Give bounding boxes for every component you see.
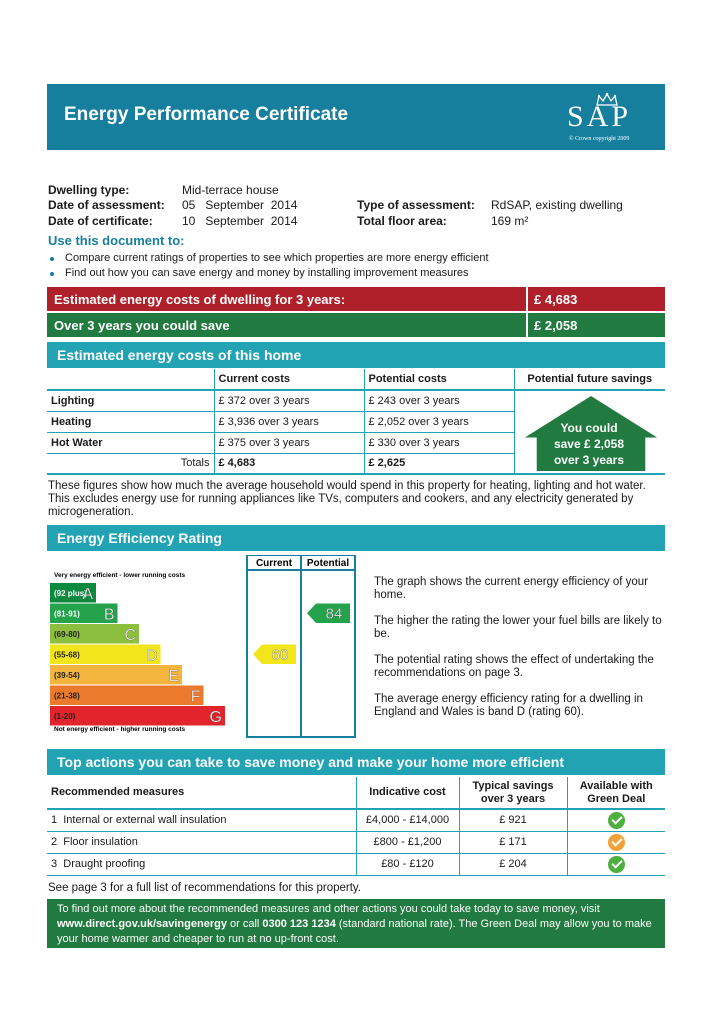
current-cost: £ 3,936 over 3 years: [214, 411, 364, 432]
actions-table: [47, 777, 665, 876]
date-assessment-label: Date of assessment:: [48, 198, 165, 212]
savings-line: over 3 years: [553, 453, 625, 467]
header-cost: Indicative cost: [356, 777, 459, 809]
rating-band-b: [50, 604, 118, 624]
divider: [526, 287, 528, 311]
rating-band-a: [50, 583, 96, 603]
totals-potential: £ 2,625: [364, 453, 514, 474]
band-range: (55-68): [54, 650, 80, 660]
table-header-row: [47, 369, 665, 390]
totals-label: Totals: [47, 453, 214, 474]
header-green-deal: Available with Green Deal: [567, 777, 665, 809]
check-icon: [608, 812, 625, 829]
rating-paragraph: The potential rating shows the effect of undertaking the recommendations on page 3.: [374, 654, 654, 679]
logo-letters: SAP: [567, 100, 632, 133]
header-potential-costs: Potential costs: [364, 369, 514, 390]
list-item: Find out how you can save energy and money by installing improvement measures: [48, 267, 489, 280]
row-label: Hot Water: [47, 432, 214, 453]
type-assessment-value: RdSAP, existing dwelling: [491, 198, 623, 212]
measure-name: Floor insulation: [63, 836, 138, 848]
list-item: Compare current ratings of properties to see which properties are more energy efficient: [48, 252, 489, 265]
header-future-savings: Potential future savings: [514, 369, 665, 390]
check-icon: [608, 834, 625, 851]
dwelling-type-label: Dwelling type:: [48, 183, 130, 197]
footer-text: or call: [226, 918, 263, 930]
footer-text: To find out more about the recommended measures and other actions you could take today to save money, visit: [57, 903, 600, 915]
pointer-value: 60: [271, 646, 289, 664]
divider: [526, 313, 528, 337]
dwelling-type-value: Mid-terrace house: [182, 183, 279, 197]
measure-name: Draught proofing: [63, 858, 146, 870]
rating-band-g: [50, 706, 225, 726]
table-header-row: [47, 777, 665, 809]
table-row: [47, 831, 665, 853]
rating-paragraph: The graph shows the current energy efficiency of your home.: [374, 576, 649, 601]
savings-arrow-text: [514, 420, 664, 468]
section-title: Energy Efficiency Rating: [57, 530, 222, 546]
current-cost: £ 372 over 3 years: [214, 390, 364, 411]
savings-value: £ 2,058: [534, 318, 578, 333]
band-range: (1-20): [54, 712, 76, 721]
date-certificate-value: 10 September 2014: [182, 214, 298, 228]
measure-number: 3: [51, 858, 58, 870]
header-banner: [47, 84, 665, 150]
estimated-cost-label: Estimated energy costs of dwelling for 3 years:: [54, 292, 346, 307]
estimated-cost-bar: [47, 287, 665, 311]
savings-label: Over 3 years you could save: [54, 318, 230, 333]
indicative-cost: £80 - £120: [356, 853, 459, 875]
table-row: [47, 853, 665, 875]
rating-explanation: [374, 576, 666, 732]
page-title: Energy Performance Certificate: [64, 104, 349, 125]
rating-band-e: [50, 665, 182, 685]
date-certificate-label: Date of certificate:: [48, 214, 153, 228]
savings-line: save £ 2,058: [553, 437, 625, 451]
header-measures: Recommended measures: [47, 777, 356, 809]
sap-logo: [567, 92, 653, 144]
band-range: (69-80): [54, 630, 80, 639]
savings-bar: [47, 313, 665, 337]
potential-cost: £ 243 over 3 years: [364, 390, 514, 411]
measure-name: Internal or external wall insulation: [63, 814, 227, 827]
potential-column-frame: [301, 555, 355, 737]
check-icon: [608, 856, 625, 873]
costs-note: These figures show how much the average household would spend in this property for heating, lighting and hot water. This excludes energy use for running appliances like TVs, computers and cookers, and any electricity generated by microgeneration.: [48, 480, 646, 518]
bottom-label: Not energy efficient - higher running costs: [54, 726, 186, 733]
header-blank: [47, 369, 214, 390]
rating-band-c: [50, 624, 139, 644]
savings-line: You could: [560, 421, 618, 435]
band-letter: D: [145, 647, 158, 665]
current-rating-pointer: [253, 645, 296, 665]
measure-cell: [47, 809, 356, 831]
rating-paragraph: The higher the rating the lower your fuel bills are likely to be.: [374, 615, 662, 640]
header-current-costs: Current costs: [214, 369, 364, 390]
use-document-list: [48, 252, 489, 282]
dwelling-info: [48, 183, 666, 228]
phone-number: 0300 123 1234: [262, 918, 336, 930]
current-cost: £ 375 over 3 years: [214, 432, 364, 453]
type-assessment-label: Type of assessment:: [357, 198, 475, 212]
date-assessment-value: 05 September 2014: [182, 198, 298, 212]
section-title: Top actions you can take to save money and make your home more efficient: [57, 754, 564, 770]
section-header-actions: [47, 749, 665, 775]
footer-info: [47, 899, 665, 948]
rating-bands: [50, 583, 225, 726]
band-letter: C: [124, 627, 136, 644]
recommendations-note: See page 3 for a full list of recommendations for this property.: [48, 882, 361, 894]
band-range: (21-38): [54, 691, 80, 701]
band-range: (39-54): [54, 671, 80, 680]
band-letter: G: [209, 709, 222, 726]
header-savings: Typical savings over 3 years: [459, 777, 567, 809]
green-deal-cell: [567, 831, 665, 853]
footer-text: (standard national rate). The Green Deal may allow you to make your home warmer and cheaper to run at no up-front cost.: [57, 918, 652, 945]
potential-column-header: Potential: [306, 558, 350, 569]
band-range: (92 plus): [54, 589, 87, 598]
savingenergy-link[interactable]: www.direct.gov.uk/savingenergy: [57, 918, 227, 930]
measure-cell: [47, 831, 356, 853]
band-letter: B: [103, 606, 115, 624]
measure-cell: [47, 853, 356, 875]
energy-rating-chart: [47, 555, 357, 738]
measure-number: 2: [51, 836, 58, 848]
current-column-header: Current: [255, 558, 293, 569]
measure-number: 1: [51, 814, 58, 827]
indicative-cost: £4,000 - £14,000: [356, 809, 459, 831]
rating-band-f: [50, 686, 204, 706]
band-letter: E: [168, 668, 179, 685]
typical-saving: £ 171: [459, 831, 567, 853]
rating-band-d: [50, 645, 161, 665]
pointer-value: 84: [325, 605, 343, 623]
band-range: (81-91): [54, 609, 80, 619]
totals-current: £ 4,683: [214, 453, 364, 474]
potential-cost: £ 330 over 3 years: [364, 432, 514, 453]
green-deal-cell: [567, 809, 665, 831]
row-label: Lighting: [47, 390, 214, 411]
rating-paragraph: The average energy efficiency rating for a dwelling in England and Wales is band D (rating 60).: [374, 693, 643, 718]
typical-saving: £ 204: [459, 853, 567, 875]
potential-rating-pointer: [307, 604, 350, 624]
section-header-costs: [47, 342, 665, 368]
section-header-rating: [47, 525, 665, 551]
floor-area-value: 169 m²: [491, 214, 529, 228]
indicative-cost: £800 - £1,200: [356, 831, 459, 853]
band-letter: A: [82, 586, 93, 603]
table-row: [47, 809, 665, 831]
floor-area-label: Total floor area:: [357, 214, 447, 228]
use-document-title: Use this document to:: [48, 233, 185, 248]
band-bar: [50, 706, 225, 726]
band-letter: F: [190, 688, 201, 706]
top-label: Very energy efficient - lower running costs: [54, 572, 186, 579]
section-title: Estimated energy costs of this home: [57, 347, 302, 363]
green-deal-cell: [567, 853, 665, 875]
logo-copyright: © Crown copyright 2009: [569, 136, 630, 142]
potential-cost: £ 2,052 over 3 years: [364, 411, 514, 432]
typical-saving: £ 921: [459, 809, 567, 831]
estimated-cost-value: £ 4,683: [534, 292, 578, 307]
row-label: Heating: [47, 411, 214, 432]
